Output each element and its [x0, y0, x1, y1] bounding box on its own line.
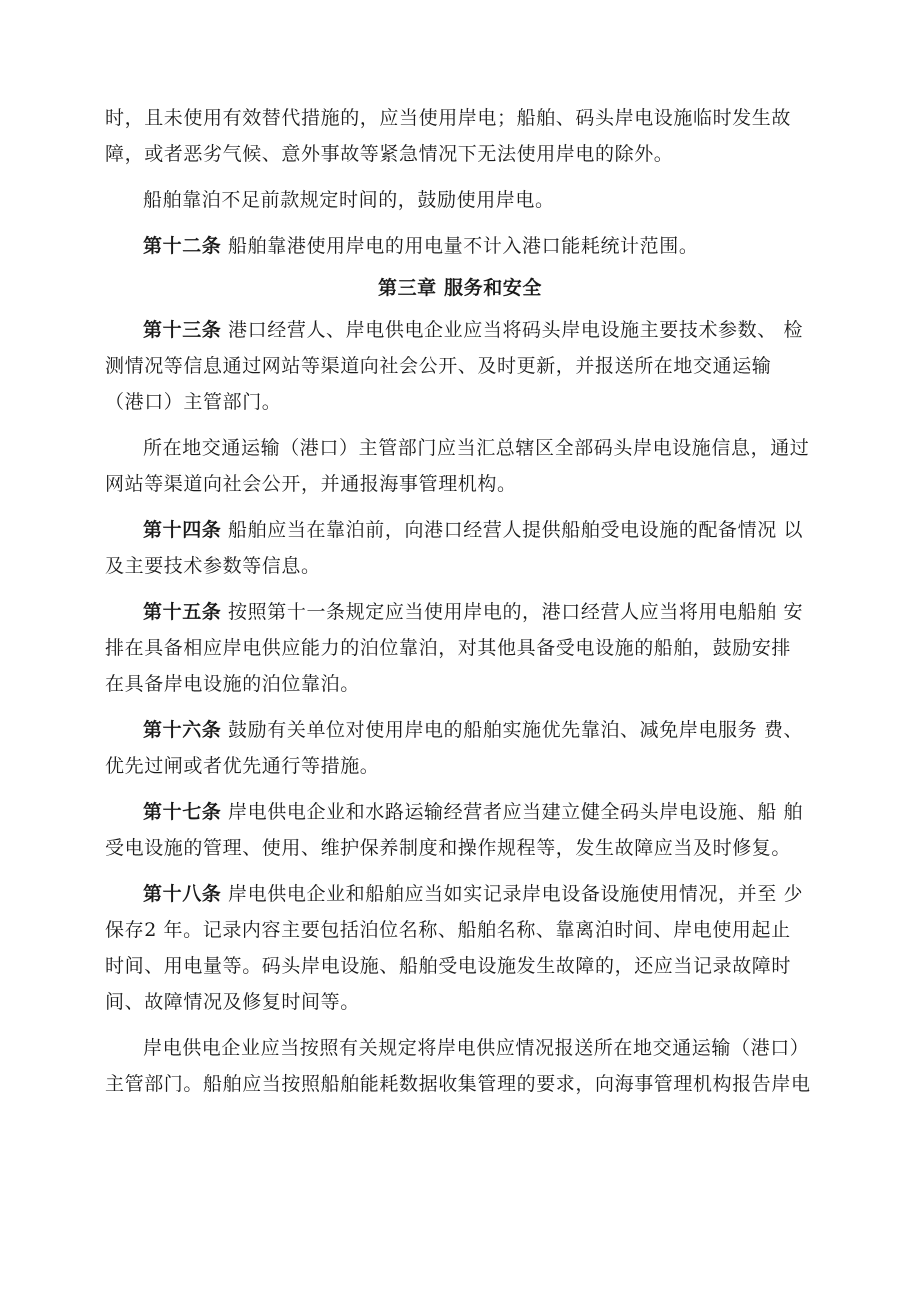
chapter-title: 第三章 服务和安全: [377, 277, 542, 299]
article-text: 港口经营人、岸电供电企业应当将码头岸电设施主要技术参数、 检: [221, 319, 804, 341]
text-line: [105, 512, 815, 548]
text-line: 时，且未使用有效替代措施的，应当使用岸电；船舶、码头岸电设施临时发生故: [105, 107, 792, 129]
article-14: [105, 512, 815, 584]
article-label: 第十八条: [143, 883, 222, 905]
paragraph-encourage-shore-power: [105, 182, 815, 218]
text-line: [105, 794, 815, 830]
paragraph-shore-power-obligation: [105, 100, 815, 172]
text-line: 优先过闸或者优先通行等措施。: [105, 755, 380, 777]
paragraph-reporting: [105, 1030, 815, 1102]
text-line: 间、故障情况及修复时间等。: [105, 991, 360, 1013]
article-12: [105, 228, 815, 264]
article-text: 岸电供电企业和船舶应当如实记录岸电设备设施使用情况，并至 少: [221, 883, 804, 905]
article-13: [105, 312, 815, 420]
article-label: 第十六条: [143, 719, 222, 741]
article-text: 按照第十一条规定应当使用岸电的，港口经营人应当将用电船舶 安: [221, 601, 804, 623]
text-line: [105, 594, 815, 630]
article-label: 第十二条: [143, 235, 222, 257]
article-label: 第十七条: [143, 801, 222, 823]
text-line: 排在具备相应岸电供应能力的泊位靠泊，对其他具备受电设施的船舶，鼓励安排: [105, 637, 792, 659]
text-line: 船舶靠泊不足前款规定时间的，鼓励使用岸电。: [143, 189, 555, 211]
text-line: [105, 712, 815, 748]
text-line: 受电设施的管理、使用、维护保养制度和操作规程等，发生故障应当及时修复。: [105, 837, 792, 859]
article-18: [105, 876, 815, 1020]
article-label: 第十五条: [143, 601, 222, 623]
text-line: 时间、用电量等。码头岸电设施、船舶受电设施发生故障的，还应当记录故障时: [105, 955, 792, 977]
text-line: 主管部门。船舶应当按照船舶能耗数据收集管理的要求，向海事管理机构报告岸电: [105, 1073, 811, 1095]
document-page: [105, 100, 815, 1102]
text-line: 所在地交通运输（港口）主管部门应当汇总辖区全部码头岸电设施信息，通过: [143, 437, 810, 459]
article-15: [105, 594, 815, 702]
text-line: 及主要技术参数等信息。: [105, 555, 321, 577]
article-text: 船舶应当在靠泊前，向港口经营人提供船舶受电设施的配备情况 以: [221, 519, 804, 541]
paragraph-authority-disclosure: [105, 430, 815, 502]
article-text: 船舶靠港使用岸电的用电量不计入港口能耗统计范围。: [221, 235, 699, 257]
text-line: 在具备岸电设施的泊位靠泊。: [105, 673, 360, 695]
article-16: [105, 712, 815, 784]
text-line: 障，或者恶劣气候、意外事故等紧急情况下无法使用岸电的除外。: [105, 143, 674, 165]
text-line: 网站等渠道向社会公开，并通报海事管理机构。: [105, 473, 517, 495]
article-text: 岸电供电企业和水路运输经营者应当建立健全码头岸电设施、船 舶: [221, 801, 804, 823]
chapter-heading: [105, 270, 815, 306]
text-line: （港口）主管部门。: [105, 391, 282, 413]
text-line: 测情况等信息通过网站等渠道向社会公开、及时更新，并报送所在地交通运输: [105, 355, 772, 377]
text-line: 岸电供电企业应当按照有关规定将岸电供应情况报送所在地交通运输（港口）: [143, 1037, 810, 1059]
article-17: [105, 794, 815, 866]
article-text: 鼓励有关单位对使用岸电的船舶实施优先靠泊、减免岸电服务 费、: [221, 719, 804, 741]
text-line: [105, 876, 815, 912]
article-label: 第十三条: [143, 319, 222, 341]
text-line: 保存2 年。记录内容主要包括泊位名称、船舶名称、靠离泊时间、岸电使用起止: [105, 919, 791, 941]
text-line: [105, 312, 815, 348]
article-label: 第十四条: [143, 519, 222, 541]
text-line: [105, 228, 815, 264]
